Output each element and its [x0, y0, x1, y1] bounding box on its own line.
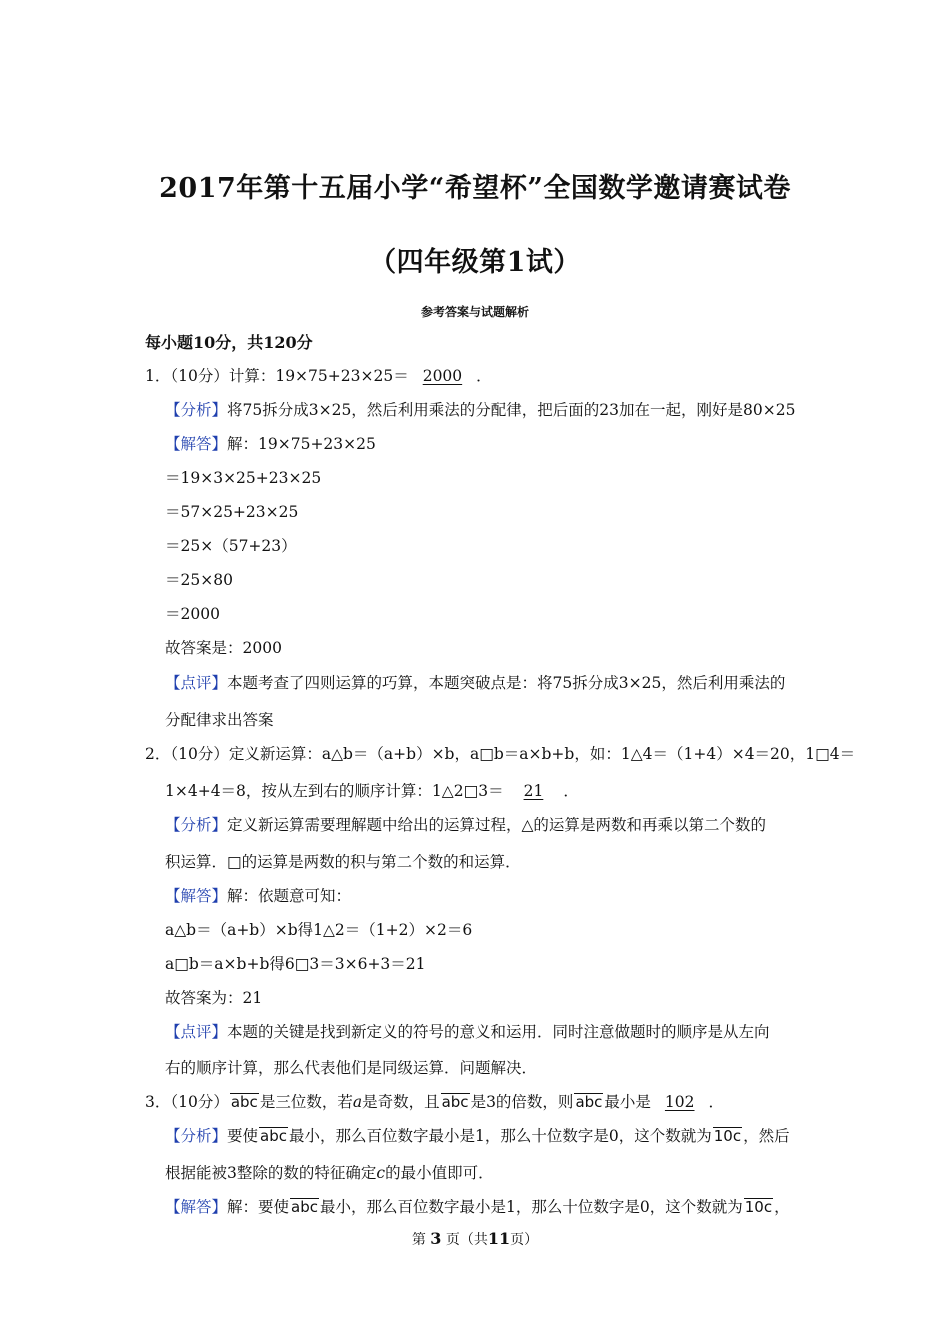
q3-analysis — [165, 1126, 790, 1146]
q2-analysis-text: 定义新运算需要理解题中给出的运算过程，△的运算是两数和再乘以第二个数的 — [227, 816, 766, 834]
q1-step: ＝19×3×25+23×25 — [165, 469, 322, 487]
total-pages: 11 — [487, 1229, 511, 1248]
q3-question — [145, 1092, 724, 1112]
q3-number: 3．（10分） — [145, 1093, 229, 1111]
q1-solution-text: 解：19×75+23×25 — [227, 435, 376, 453]
q3-text: 是奇数，且 — [362, 1093, 440, 1111]
q2-comment-text: 本题的关键是找到新定义的符号的意义和运用．同时注意做题时的顺序是从左向 — [227, 1023, 770, 1041]
q2-tail: ． — [563, 782, 579, 800]
var-c: c — [376, 1164, 386, 1182]
footer-mid: 页（共 — [445, 1232, 488, 1248]
q1-comment — [165, 673, 785, 693]
q1-text: 1．（10分）计算：19×75+23×25＝ — [145, 367, 409, 385]
q3-analysis-text: 根据能被3整除的数的特征确定 — [165, 1164, 377, 1182]
q3-text: 最小是 — [604, 1093, 651, 1111]
q2-text: 1×4+4＝8，按从左到右的顺序计算：1△2□3＝ — [165, 782, 504, 800]
q2-question-cont — [165, 781, 579, 801]
q2-analysis — [165, 815, 766, 835]
var-a: a — [352, 1093, 363, 1111]
q3-text: 是三位数，若 — [259, 1093, 353, 1111]
q3-solution-text: 解：要使 — [227, 1198, 290, 1216]
page-footer — [0, 1229, 950, 1249]
page-number: 3 — [430, 1229, 442, 1248]
q1-step: ＝25×（57+23） — [165, 537, 297, 555]
solution-tag: 【解答】 — [165, 887, 228, 905]
q3-analysis-text: 要使 — [227, 1127, 259, 1145]
page-title: 2017年第十五届小学“希望杯”全国数学邀请赛试卷 — [159, 173, 791, 204]
q2-solution-text: 解：依题意可知： — [227, 887, 352, 905]
comment-tag: 【点评】 — [165, 1023, 228, 1041]
q3-analysis-text: ，然后 — [743, 1127, 790, 1145]
q2-solution — [165, 886, 351, 906]
q3-answer-blank: 102 — [664, 1093, 695, 1111]
analysis-tag: 【分析】 — [165, 401, 228, 419]
q1-comment-text: 本题考查了四则运算的巧算，本题突破点是：将75拆分成3×25，然后利用乘法的 — [227, 674, 786, 692]
q2-conclusion: 故答案为：21 — [165, 989, 263, 1007]
overline-abc: abc — [291, 1198, 318, 1216]
q3-solution-text: 最小，那么百位数字最小是1，那么十位数字是0，这个数就为 — [320, 1198, 743, 1216]
q1-step: ＝57×25+23×25 — [165, 503, 299, 521]
overline-abc: abc — [575, 1093, 603, 1111]
overline-abc: abc — [441, 1093, 469, 1111]
overline-10c: 10c — [744, 1198, 773, 1216]
q2-comment-cont: 右的顺序计算，那么代表他们是同级运算．问题解决． — [165, 1059, 538, 1077]
q3-tail: ． — [708, 1093, 725, 1111]
footer-suffix: 页） — [510, 1232, 539, 1248]
q3-analysis-text: 最小，那么百位数字最小是1，那么十位数字是0，这个数就为 — [289, 1127, 712, 1145]
q2-question: 2．（10分）定义新运算：a△b＝（a+b）×b，a□b＝a×b+b，如：1△4＝（1+4）×4＝20，1□4＝ — [145, 745, 856, 763]
analysis-tag: 【分析】 — [165, 1127, 228, 1145]
q2-step: a△b＝（a+b）×b得1△2＝（1+2）×2＝6 — [165, 921, 473, 939]
q2-analysis-cont: 积运算．□的运算是两数的积与第二个数的和运算． — [165, 853, 521, 871]
overline-abc: abc — [230, 1093, 258, 1111]
q1-tail: ． — [476, 367, 492, 385]
comment-tag: 【点评】 — [165, 674, 228, 692]
page-subtitle-grade: （四年级第1试） — [369, 247, 581, 278]
q1-answer-blank: 2000 — [422, 367, 463, 385]
q1-step: ＝2000 — [165, 605, 220, 623]
overline-10c: 10c — [713, 1127, 742, 1145]
overline-abc: abc — [260, 1127, 287, 1145]
q3-text: 是3的倍数，则 — [470, 1093, 574, 1111]
q1-conclusion: 故答案是：2000 — [165, 639, 282, 657]
q1-step: ＝25×80 — [165, 571, 233, 589]
scoring-note: 每小题10分，共120分 — [145, 333, 313, 352]
q2-comment — [165, 1022, 770, 1042]
footer-prefix: 第 — [411, 1232, 426, 1248]
q1-question — [145, 366, 492, 386]
solution-tag: 【解答】 — [165, 1198, 228, 1216]
q1-analysis-text: 将75拆分成3×25，然后利用乘法的分配律，把后面的23加在一起，刚好是80×25 — [227, 401, 796, 419]
solution-tag: 【解答】 — [165, 435, 228, 453]
q3-solution — [165, 1197, 790, 1217]
q2-step: a□b＝a×b+b得6□3＝3×6+3＝21 — [165, 955, 426, 973]
answer-section-heading: 参考答案与试题解析 — [420, 305, 529, 319]
analysis-tag: 【分析】 — [165, 816, 228, 834]
q2-answer-blank: 21 — [523, 782, 544, 800]
q3-solution-text: ， — [774, 1198, 790, 1216]
q1-comment-cont: 分配律求出答案 — [165, 711, 274, 729]
q1-analysis — [165, 400, 795, 420]
q3-analysis-text: 的最小值即可． — [385, 1164, 494, 1182]
q3-analysis-cont — [165, 1163, 494, 1183]
q1-solution — [165, 434, 376, 454]
